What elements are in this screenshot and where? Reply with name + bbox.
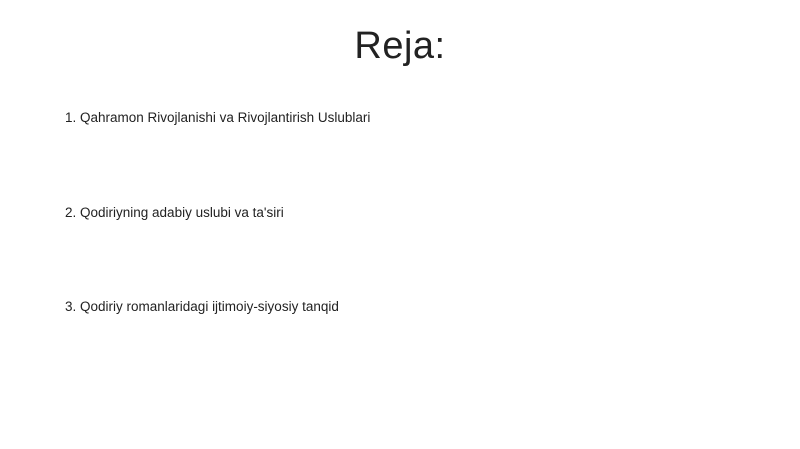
- outline-item-3: 3. Qodiriy romanlaridagi ijtimoiy-siyosiy tanqid: [65, 299, 339, 314]
- slide-title: Reja:: [354, 25, 446, 67]
- outline-item-1: 1. Qahramon Rivojlanishi va Rivojlantirish Uslublari: [65, 110, 371, 125]
- outline-item-2: 2. Qodiriyning adabiy uslubi va ta'siri: [65, 205, 284, 220]
